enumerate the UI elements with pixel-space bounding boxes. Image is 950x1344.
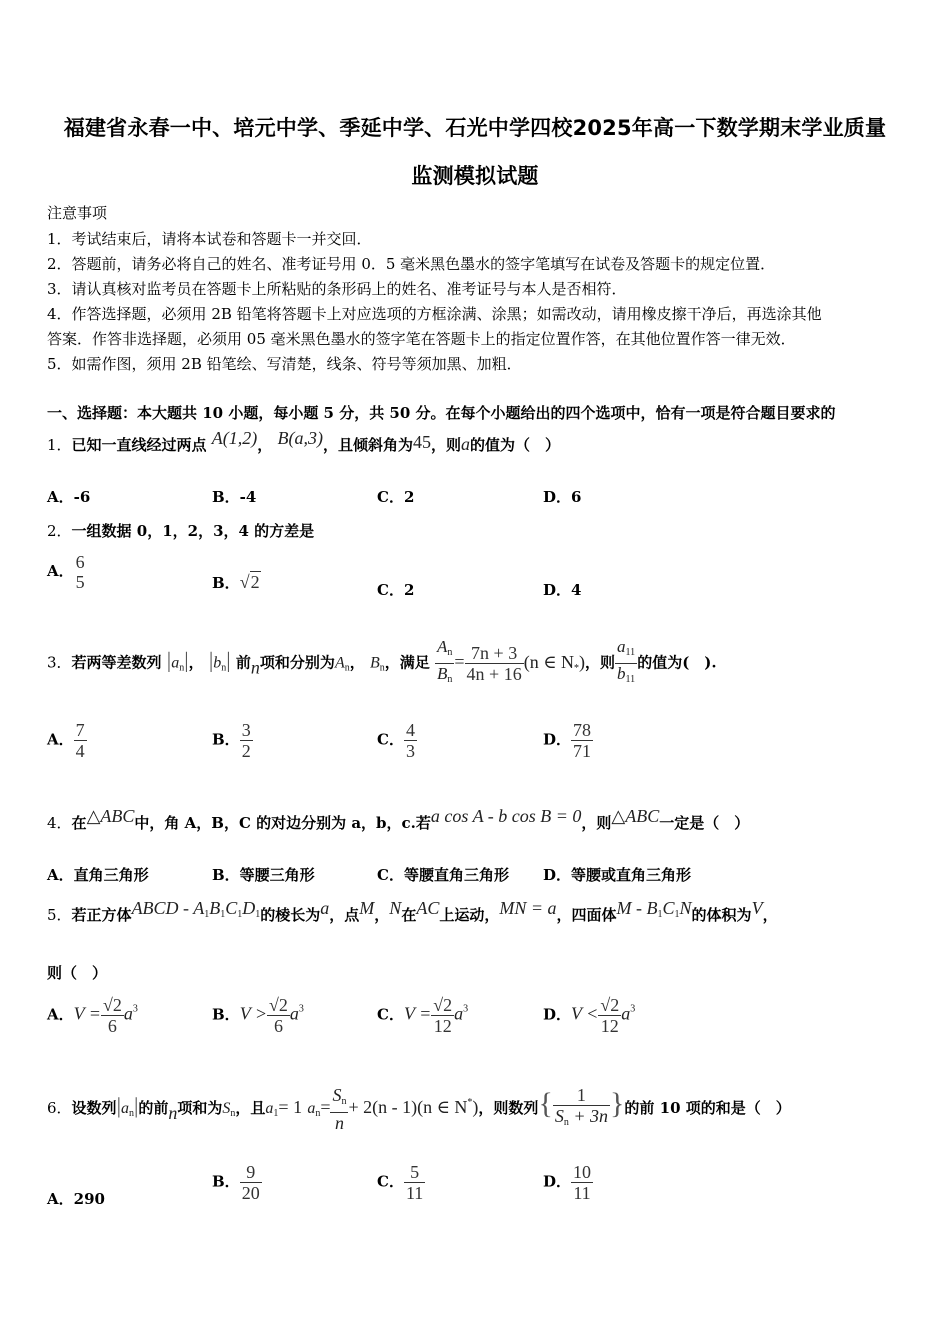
- q5-number: 5．: [47, 906, 72, 924]
- q2-number: 2．: [47, 522, 72, 540]
- q4-option-b[interactable]: B．等腰三角形: [212, 866, 315, 884]
- q3-f3d: b: [617, 664, 626, 683]
- q5-text-4: 在: [401, 906, 417, 924]
- q1-text-1: 已知一直线经过两点: [71, 436, 207, 454]
- q5-tetrahedron: [617, 898, 692, 918]
- q6-c-den: 11: [405, 1183, 424, 1203]
- q5-a-label: A．: [47, 1005, 74, 1024]
- q6-fraction-seq: [553, 1085, 610, 1133]
- q2-text: 一组数据 0，1，2，3，4 的方差是: [71, 522, 315, 540]
- q3-option-b-label: B．: [212, 730, 240, 749]
- q6-an: a: [120, 1100, 129, 1117]
- q6-text-4: ，且: [235, 1099, 266, 1117]
- q5-a-num: √2: [102, 995, 122, 1015]
- q4-text-3: ，则: [581, 814, 612, 832]
- q2-option-b-label: B．: [212, 574, 240, 592]
- q5-a: a: [320, 898, 330, 918]
- q3-b-den: 2: [241, 741, 251, 761]
- question-3: 3．若两等差数列 $|a_n|$， $|b_n|$ 前n项和分别为$A_n$， $B_n$，满足 $\frac{A_n}{B_n}$ = $\frac{7n + 3}{4n + 16}$ (n ∈ $N_*$)，则 $\frac{a_{11}}{b_{11}}$ 的值为( ).: [47, 637, 717, 690]
- q6-text-3: 项和为: [177, 1099, 223, 1117]
- q3-bn: b: [213, 654, 222, 672]
- q3-f2n: 7n + 3: [471, 643, 518, 663]
- q5-d-sup: 3: [630, 1003, 636, 1015]
- q3-number: 3．: [47, 653, 72, 672]
- q3-text-4: ，满足: [384, 653, 430, 672]
- q5-a-tail: a: [123, 1003, 133, 1024]
- q2-option-a-fraction: [74, 552, 87, 592]
- q5-b-sup: 3: [298, 1003, 304, 1015]
- q1-option-b[interactable]: B．-4: [212, 488, 257, 506]
- q2-option-b-sqrt: [240, 571, 261, 592]
- q4-triangle-2: △ABC: [611, 806, 660, 826]
- q1-point-b: B(a,3): [277, 428, 324, 448]
- q3-d-num: 78: [573, 720, 592, 740]
- q5-AC: AC: [416, 898, 440, 918]
- q5-tet-s2: 1: [674, 909, 680, 920]
- note-1: 1．考试结束后，请将本试卷和答题卡一并交回．: [47, 230, 372, 248]
- q5-text-2: 的棱长为: [260, 906, 321, 924]
- q5-d-op: V <: [571, 1003, 599, 1024]
- q6-fd: n: [330, 1112, 348, 1133]
- q3-f3n-sub: 11: [625, 647, 636, 658]
- note-5: 答案．作答非选择题，必须用 05 毫米黑色墨水的签字笔在答题卡上的指定位置作答，在其他位置作答一律无效．: [47, 330, 796, 348]
- q3-option-a[interactable]: [47, 720, 87, 761]
- q3-comma: ，: [349, 653, 365, 672]
- q3-a-num: 7: [75, 720, 85, 740]
- q3-f2d: 4n + 16: [466, 664, 522, 684]
- q3-f3d-sub: 11: [625, 674, 636, 685]
- q6-an2-sub: n: [315, 1108, 321, 1119]
- q6-fraction-sn: [330, 1085, 348, 1133]
- q5-cube-s4: 1: [255, 909, 261, 920]
- q3-a-den: 4: [75, 741, 85, 761]
- q3-n: n: [250, 657, 260, 678]
- q3-d-den: 71: [573, 741, 592, 761]
- q3-b-num: 3: [241, 720, 251, 740]
- q5-option-c[interactable]: [377, 995, 468, 1036]
- q1-option-d[interactable]: D．6: [543, 488, 582, 506]
- note-2: 2．答题前，请务必将自己的姓名、准考证号用 0．5 毫米黑色墨水的签字笔填写在试卷及答题卡的规定位置．: [47, 255, 776, 273]
- question-5-continued: 则（ ）: [47, 964, 108, 982]
- q1-comma: ，: [257, 436, 273, 454]
- q6-number: 6．: [47, 1099, 72, 1117]
- q3-bn-sub: n: [221, 662, 227, 674]
- q5-M: M: [359, 898, 375, 918]
- q6-text-1: 设数列: [71, 1099, 117, 1117]
- q6-a1-eq: = 1: [278, 1097, 303, 1117]
- q6-gd: S: [554, 1106, 564, 1126]
- q5-option-b[interactable]: [212, 995, 304, 1036]
- question-1: [47, 428, 560, 455]
- q6-gd-rest: + 3n: [568, 1106, 608, 1126]
- q3-f1n-sub: n: [447, 647, 453, 658]
- q2-option-b[interactable]: [212, 572, 261, 593]
- q4-expression: a cos A - b cos B = 0: [430, 806, 582, 826]
- q3-sep: ，: [188, 653, 204, 672]
- q4-number: 4．: [47, 814, 72, 832]
- q3-text-6: 的值为( ).: [637, 653, 717, 672]
- q1-text-4: 的值为（ ）: [470, 436, 561, 454]
- q5-c-label: C．: [377, 1005, 404, 1024]
- q3-fraction-expr: [465, 643, 524, 684]
- q6-d-num: 10: [573, 1162, 592, 1182]
- q2-sqrt-sym: √: [239, 572, 250, 592]
- q5-a-sup: 3: [132, 1003, 138, 1015]
- q5-option-d[interactable]: [543, 995, 635, 1036]
- q5-d-label: D．: [543, 1005, 572, 1024]
- q3-option-c-label: C．: [377, 730, 404, 749]
- q2-sqrt-rad: 2: [250, 572, 260, 592]
- q5-tet-1: M - B: [616, 898, 658, 918]
- q5-a-op: V =: [73, 1003, 101, 1024]
- q6-option-c[interactable]: [377, 1162, 425, 1203]
- q3-option-c[interactable]: [377, 720, 417, 761]
- title-line-2: 监测模拟试题: [411, 164, 539, 188]
- q3-condition: [524, 652, 585, 672]
- q6-text-5: ，则数列: [478, 1099, 539, 1117]
- q5-d-tail: a: [621, 1003, 631, 1024]
- section-heading: 一、选择题：本大题共 10 小题，每小题 5 分，共 50 分。在每个小题给出的四个选项中，恰有一项是符合题目要求的: [47, 404, 836, 422]
- q5-V: V: [751, 898, 763, 918]
- q3-cond-end: ): [579, 651, 586, 672]
- q1-option-a[interactable]: A．-6: [47, 488, 91, 506]
- q6-Sn: S: [222, 1100, 231, 1117]
- q4-option-a[interactable]: A．直角三角形: [47, 866, 149, 884]
- q4-text-4: 一定是（ ）: [659, 814, 750, 832]
- q6-d-den: 11: [571, 1182, 593, 1203]
- q5-option-a[interactable]: [47, 995, 138, 1036]
- q5-b-tail: a: [289, 1003, 299, 1024]
- q3-option-d[interactable]: [543, 720, 593, 761]
- q3-c-den: 3: [405, 741, 415, 761]
- q3-fraction-11: [615, 637, 637, 690]
- q3-text-2: 前: [235, 653, 251, 672]
- q6-rest-1: + 2(n - 1)(n ∈ N: [348, 1097, 468, 1117]
- q5-c-sup: 3: [463, 1003, 469, 1015]
- q2-option-a-label: A．: [47, 562, 74, 580]
- title-line-1: 福建省永春一中、培元中学、季延中学、石光中学四校2025年高一下数学期末学业质量: [63, 116, 887, 140]
- q1-var: a: [461, 434, 471, 454]
- q3-option-a-label: A．: [47, 730, 74, 749]
- question-5: [47, 898, 778, 925]
- q3-f3n: a: [617, 637, 626, 656]
- q3-f1n: A: [437, 637, 448, 656]
- q6-c-label: C．: [377, 1172, 404, 1191]
- q5-cube-s3: 1: [237, 909, 243, 920]
- q2-option-a[interactable]: [47, 552, 87, 592]
- q5-text-6: ，四面体: [556, 906, 617, 924]
- q5-c-den: 12: [431, 1015, 454, 1036]
- question-2: [47, 520, 314, 541]
- q6-gn: 1: [576, 1085, 586, 1105]
- q5-c-op: V =: [403, 1003, 432, 1024]
- q2-option-d[interactable]: D．4: [543, 581, 582, 599]
- q3-text-3: 项和分别为: [259, 653, 335, 672]
- q6-d-label: D．: [543, 1172, 572, 1191]
- q1-option-c[interactable]: C．2: [377, 488, 415, 506]
- q3-A: A: [334, 654, 345, 672]
- q1-number: 1．: [47, 436, 72, 454]
- q6-Sn-sub: n: [230, 1108, 236, 1119]
- q6-b-num: 9: [246, 1162, 256, 1182]
- q5-MN: MN = a: [499, 898, 557, 918]
- q3-fraction-ab: [435, 637, 454, 690]
- q1-text-3: ，则: [431, 436, 462, 454]
- q2-a-num: 6: [75, 552, 85, 572]
- q2-option-c[interactable]: C．2: [377, 581, 415, 599]
- q3-f1d: B: [437, 664, 448, 683]
- q1-point-a: A(1,2): [211, 428, 258, 448]
- q5-text-5: 上运动，: [439, 906, 500, 924]
- q5-d-num: √2: [600, 995, 620, 1015]
- q3-eq: =: [454, 651, 465, 672]
- q6-eq: =: [320, 1097, 331, 1117]
- q5-tet-n: N: [679, 898, 692, 918]
- q6-an-sub: n: [128, 1108, 134, 1119]
- q5-N: N: [389, 898, 402, 918]
- note-4: 4．作答选择题，必须用 2B 铅笔将答题卡上对应选项的方框涂满、涂黑；如需改动，请用橡皮擦干净后，再选涂其他: [47, 305, 822, 323]
- q3-option-b[interactable]: [212, 720, 253, 761]
- q6-rest: [348, 1097, 478, 1117]
- q5-a-den: 6: [101, 1015, 124, 1036]
- q5-tet-c: C: [662, 898, 675, 918]
- q6-option-d[interactable]: [543, 1162, 593, 1203]
- q3-option-d-label: D．: [543, 730, 572, 749]
- q5-text-7: 的体积为: [691, 906, 752, 924]
- q5-cube-1: ABCD - A: [131, 898, 205, 918]
- q3-text-1: 若两等差数列: [71, 653, 162, 672]
- q3-an-sub: n: [179, 662, 185, 674]
- q3-cond-sub: *: [574, 662, 580, 674]
- q1-angle: 45: [413, 432, 432, 452]
- q6-an-2: a: [307, 1100, 316, 1117]
- q6-text-2: 的前: [138, 1099, 169, 1117]
- q3-B-sub: n: [379, 662, 385, 674]
- q3-an: a: [171, 654, 180, 672]
- q6-text-6: 的前 10 项的和是（ ）: [624, 1099, 791, 1117]
- q5-d-den: 12: [598, 1015, 621, 1036]
- q5-c-num: √2: [433, 995, 453, 1015]
- q3-A-sub: n: [344, 662, 350, 674]
- q5-cube-c: C: [225, 898, 238, 918]
- q2-a-den: 5: [75, 572, 85, 592]
- q6-option-b[interactable]: [212, 1162, 262, 1203]
- q6-b-label: B．: [212, 1172, 240, 1191]
- q4-text-2: 中，角 A，B，C 的对边分别为 a，b，c.若: [134, 814, 431, 832]
- q6-fn-sub: n: [341, 1096, 347, 1107]
- q6-c-num: 5: [410, 1162, 420, 1182]
- q6-rest-sup: *: [467, 1097, 473, 1108]
- q5-text-1: 若正方体: [71, 906, 132, 924]
- q4-text-1: 在: [71, 814, 87, 832]
- q5-b-num: √2: [269, 995, 288, 1015]
- q3-text-5: ，则: [585, 653, 616, 672]
- q3-B: B: [369, 654, 380, 672]
- q6-rest-end: ): [472, 1097, 479, 1117]
- q5-cube-b: B: [209, 898, 221, 918]
- q5-cube-s2: 1: [220, 909, 226, 920]
- q3-f1d-sub: n: [447, 674, 453, 685]
- q6-b-den: 20: [241, 1183, 260, 1203]
- note-6: 5．如需作图，须用 2B 铅笔绘、写清楚，线条、符号等须加黑、加粗．: [47, 355, 522, 373]
- q5-cube-d: D: [242, 898, 256, 918]
- q6-gd-sub: n: [563, 1117, 569, 1128]
- q5-text-3: ，点: [329, 906, 360, 924]
- q1-text-2: ，且倾斜角为: [323, 436, 414, 454]
- q4-option-d[interactable]: D．等腰或直角三角形: [543, 866, 692, 884]
- q5-cube-s1: 1: [204, 909, 210, 920]
- q5-cube: [132, 898, 261, 918]
- q3-c-num: 4: [405, 720, 415, 740]
- q5-b-den: 6: [267, 1015, 290, 1036]
- q5-tet-s1: 1: [657, 909, 663, 920]
- q4-triangle: △ABC: [86, 806, 135, 826]
- q6-a1: a: [265, 1100, 274, 1117]
- q6-option-a[interactable]: A．290: [47, 1190, 105, 1208]
- q6-n: n: [168, 1103, 178, 1123]
- q5-b-op: V >: [239, 1003, 268, 1024]
- q5-c-tail: a: [454, 1003, 464, 1024]
- q6-a1-sub: 1: [273, 1108, 279, 1119]
- q4-option-c[interactable]: C．等腰直角三角形: [377, 866, 509, 884]
- q5-b-label: B．: [212, 1005, 240, 1024]
- q5-sep: ，: [374, 906, 390, 924]
- note-3: 3．请认真核对监考员在答题卡上所粘贴的条形码上的姓名、准考证号与本人是否相符．: [47, 280, 627, 298]
- q3-cond: (n ∈ N: [523, 651, 575, 672]
- notes-heading: 注意事项: [47, 204, 108, 222]
- q5-text-8: ，: [762, 906, 778, 924]
- question-6: 6．设数列$|a_n|$的前n项和为$S_n$，且$a_1= 1$ $a_n=$ $\frac{S_n}{n}$ + 2(n - 1)(n ∈ N*)，则数列{ $\frac{1}{S_n + 3n}$ }的前 10 项的和是（ ）: [47, 1085, 791, 1133]
- q6-fn: S: [332, 1085, 342, 1105]
- question-4: [47, 806, 749, 833]
